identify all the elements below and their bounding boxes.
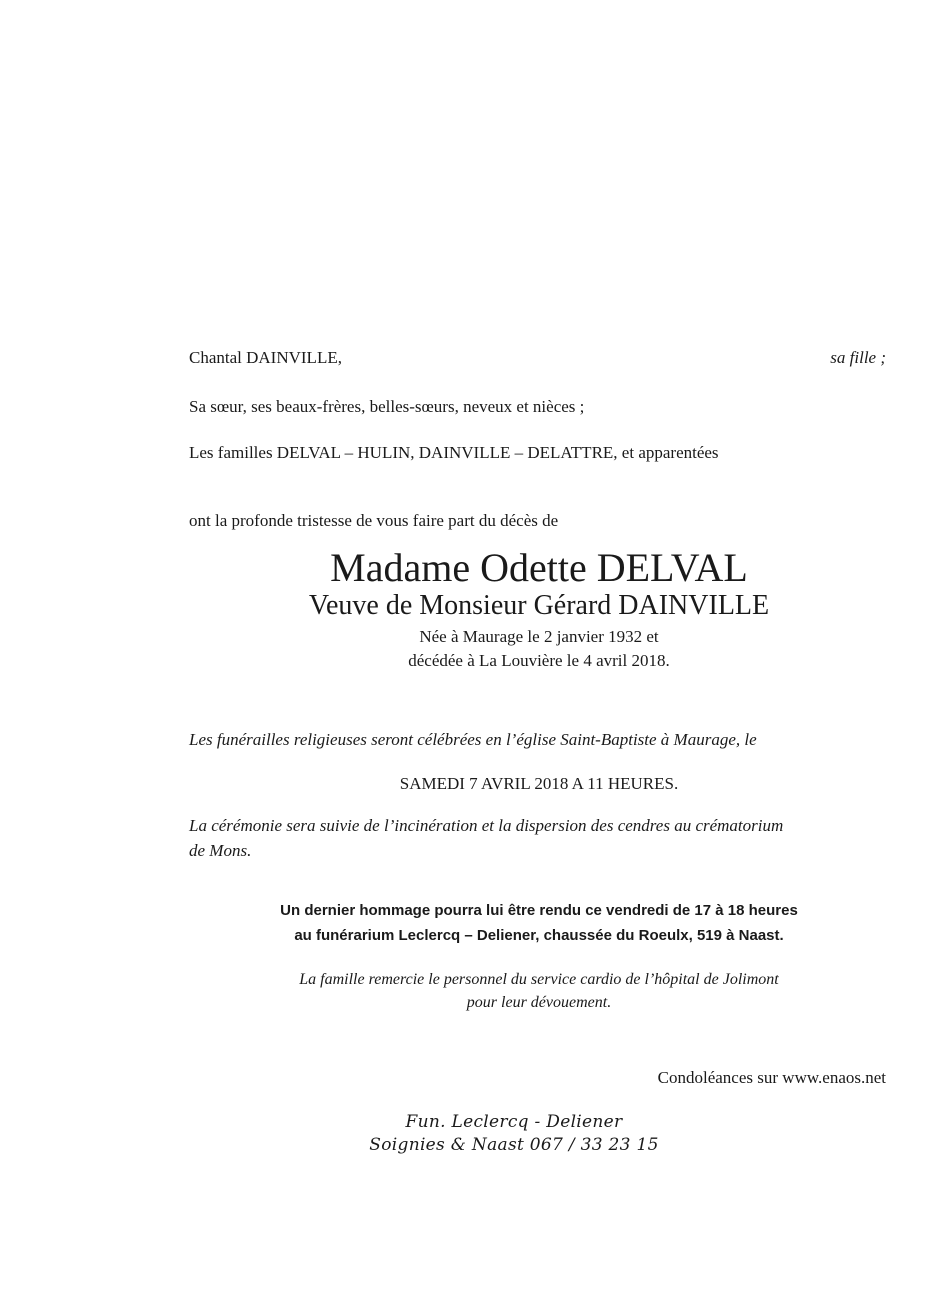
families-line: Les familles DELVAL – HULIN, DAINVILLE – DELATTRE, et apparentées — [189, 443, 719, 462]
deceased-name: Madame Odette DELVAL — [330, 545, 748, 590]
ceremony-date: SAMEDI 7 AVRIL 2018 A 11 HEURES. — [399, 774, 679, 793]
widow-of-line: Veuve de Monsieur Gérard DAINVILLE — [308, 590, 770, 621]
siblings-line: Sa sœur, ses beaux-frères, belles-sœurs, neveux et nièces ; — [189, 397, 585, 416]
ceremony-line: Les funérailles religieuses seront célébrées en l’église Saint-Baptiste à Maurage, le — [189, 730, 757, 749]
funeral-home-name: Fun. Leclercq - Deliener — [405, 1112, 623, 1132]
cremation-line: La cérémonie sera suivie de l’incinération et la dispersion des cendres au crématorium — [189, 816, 784, 835]
thanks-line-1: La famille remercie le personnel du service cardio de l’hôpital de Jolimont — [299, 971, 779, 988]
daughter-relation: sa fille ; — [830, 348, 886, 367]
cremation-line-continued: de Mons. — [189, 841, 252, 860]
announcement-intro: ont la profonde tristesse de vous faire part du décès de — [189, 511, 559, 530]
tribute-line-1: Un dernier hommage pourra lui être rendu ce vendredi de 17 à 18 heures — [280, 902, 798, 919]
funeral-home-contact: Soignies & Naast 067 / 33 23 15 — [369, 1135, 659, 1155]
thanks-line-2: pour leur dévouement. — [466, 994, 612, 1011]
death-line: décédée à La Louvière le 4 avril 2018. — [408, 651, 670, 670]
daughter-name: Chantal DAINVILLE, — [189, 348, 342, 367]
birth-line: Née à Maurage le 2 janvier 1932 et — [419, 627, 659, 646]
tribute-line-2: au funérarium Leclercq – Deliener, chaussée du Roeulx, 519 à Naast. — [294, 927, 784, 944]
condolences-link: Condoléances sur www.enaos.net — [657, 1068, 886, 1087]
